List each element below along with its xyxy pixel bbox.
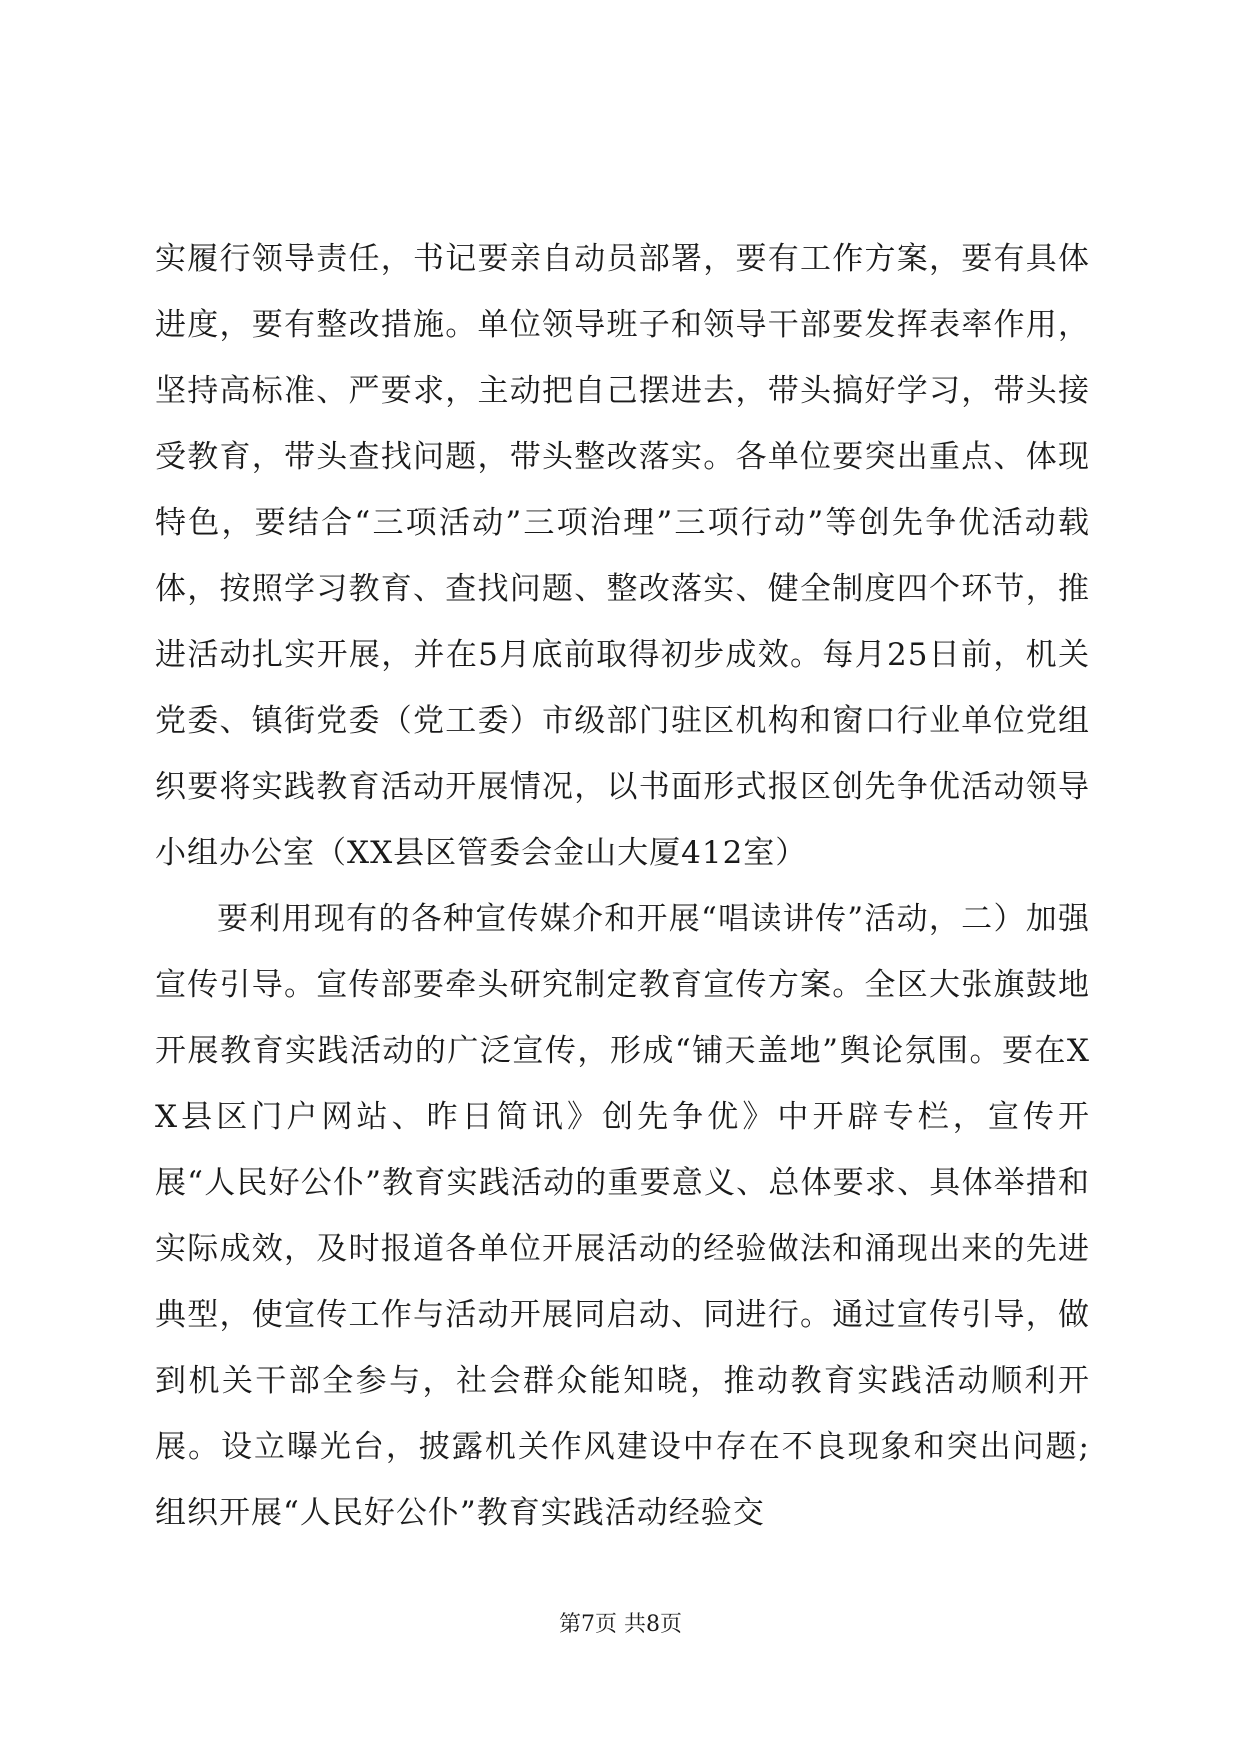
paragraph-2: 要利用现有的各种宣传媒介和开展“唱读讲传”活动，二）加强宣传引导。宣传部要牵头研究制定教育宣传方案。全区大张旗鼓地开展教育实践活动的广泛宣传，形成“铺天盖地”舆论氛围。要在XX县区门户网站、昨日简讯》创先争优》中开辟专栏，宣传开展“人民好公仆”教育实践活动的重要意义、总体要求、具体举措和实际成效，及时报道各单位开展活动的经验做法和涌现出来的先进典型，使宣传工作与活动开展同启动、同进行。通过宣传引导，做到机关干部全参与，社会群众能知晓，推动教育实践活动顺利开展。设立曝光台，披露机关作风建设中存在不良现象和突出问题;组织开展“人民好公仆”教育实践活动经验交 <box>155 901 1090 1531</box>
page-number-footer: 第7页 共8页 <box>559 1612 682 1637</box>
document-body <box>155 226 1090 1546</box>
paragraph-1: 实履行领导责任，书记要亲自动员部署，要有工作方案，要有具体进度，要有整改措施。单位领导班子和领导干部要发挥表率作用，坚持高标准、严要求，主动把自己摆进去，带头搞好学习，带头接受教育，带头查找问题，带头整改落实。各单位要突出重点、体现特色，要结合“三项活动”三项治理”三项行动”等创先争优活动载体，按照学习教育、查找问题、整改落实、健全制度四个环节，推进活动扎实开展，并在5月底前取得初步成效。每月25日前，机关党委、镇街党委（党工委）市级部门驻区机构和窗口行业单位党组织要将实践教育活动开展情况，以书面形式报区创先争优活动领导小组办公室（XX县区管委会金山大厦412室） <box>155 241 1090 871</box>
